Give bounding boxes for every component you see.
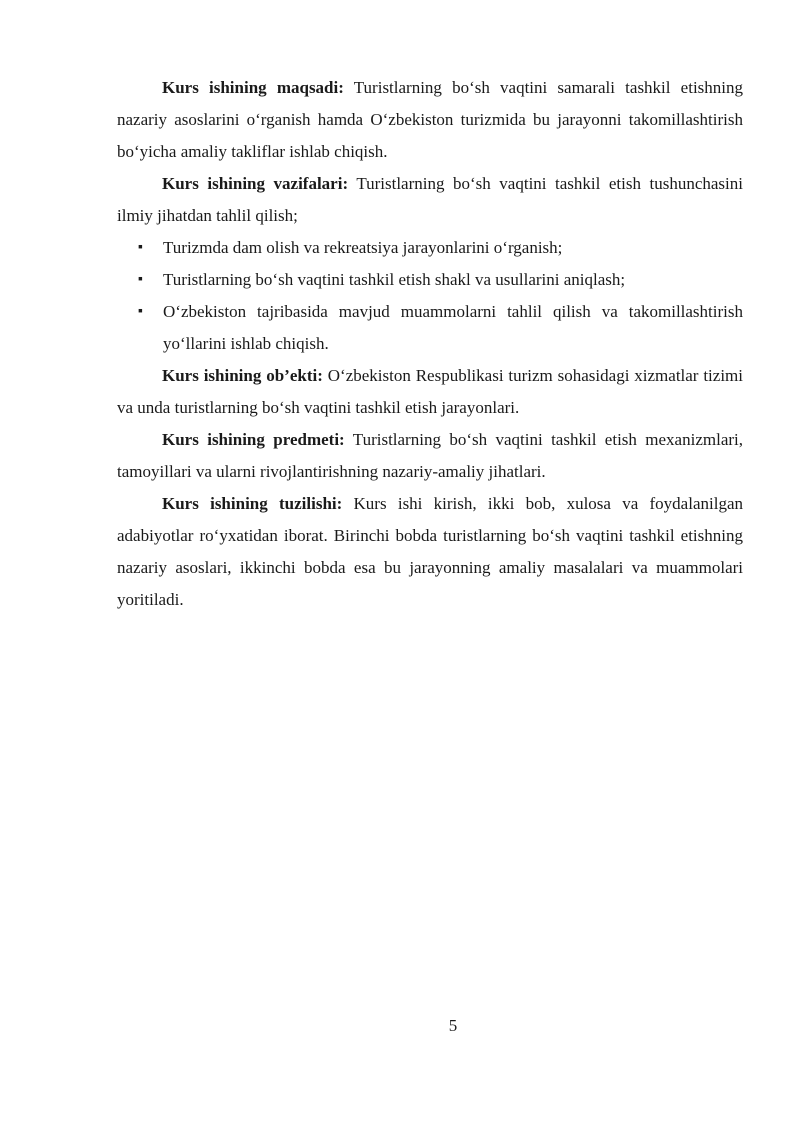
- paragraph-obekt: [117, 360, 743, 424]
- heading-maqsad: Kurs ishining maqsadi:: [162, 78, 344, 97]
- list-item: [117, 264, 743, 296]
- paragraph-predmet: [117, 424, 743, 488]
- text-predmet: Turistlarning bo‘sh vaqtini tashkil etish mexanizmlari, tamoyillari va ularni rivojlantirishning nazariy-amaliy jihatlari.: [117, 430, 743, 481]
- document-page: [117, 72, 743, 616]
- page-number: 5: [448, 1016, 458, 1035]
- heading-predmet: Kurs ishining predmeti:: [162, 430, 345, 449]
- list-item-text: Turizmda dam olish va rekreatsiya jarayonlarini o‘rganish;: [163, 238, 563, 257]
- heading-vazifalar: Kurs ishining vazifalari:: [162, 174, 349, 193]
- bullet-icon: ▪: [138, 240, 143, 255]
- heading-tuzilish: Kurs ishining tuzilishi:: [162, 494, 343, 513]
- task-list: [117, 232, 743, 360]
- text-vazifalar: Turistlarning bo‘sh vaqtini tashkil etish tushunchasini ilmiy jihatdan tahlil qilish;: [117, 174, 743, 225]
- list-item-text: O‘zbekiston tajribasida mavjud muammolarni tahlil qilish va takomillashtirish yo‘llarini ishlab chiqish.: [163, 302, 743, 353]
- text-tuzilish: Kurs ishi kirish, ikki bob, xulosa va foydalanilgan adabiyotlar ro‘yxatidan iborat. Birinchi bobda turistlarning bo‘sh vaqtini tashkil etishning nazariy asoslari, ikkinchi bobda esa bu jarayonning amaliy masalalari va muammolari yoritiladi.: [117, 494, 743, 609]
- heading-obekt: Kurs ishining ob’ekti:: [162, 366, 323, 385]
- text-maqsad: Turistlarning bo‘sh vaqtini samarali tashkil etishning nazariy asoslarini o‘rganish hamda O‘zbekiston turizmida bu jarayonni takomillashtirish bo‘yicha amaliy takliflar ishlab chiqish.: [117, 78, 744, 161]
- list-item: [117, 232, 743, 264]
- list-item-text: Turistlarning bo‘sh vaqtini tashkil etish shakl va usullarini aniqlash;: [163, 270, 626, 289]
- text-obekt: O‘zbekiston Respublikasi turizm sohasidagi xizmatlar tizimi va unda turistlarning bo‘sh vaqtini tashkil etish jarayonlari.: [117, 366, 743, 417]
- paragraph-tuzilish: [117, 488, 743, 616]
- bullet-icon: ▪: [138, 272, 143, 287]
- paragraph-maqsad: [117, 72, 743, 168]
- bullet-icon: ▪: [138, 304, 143, 319]
- list-item: [117, 296, 743, 360]
- paragraph-vazifalar: [117, 168, 743, 232]
